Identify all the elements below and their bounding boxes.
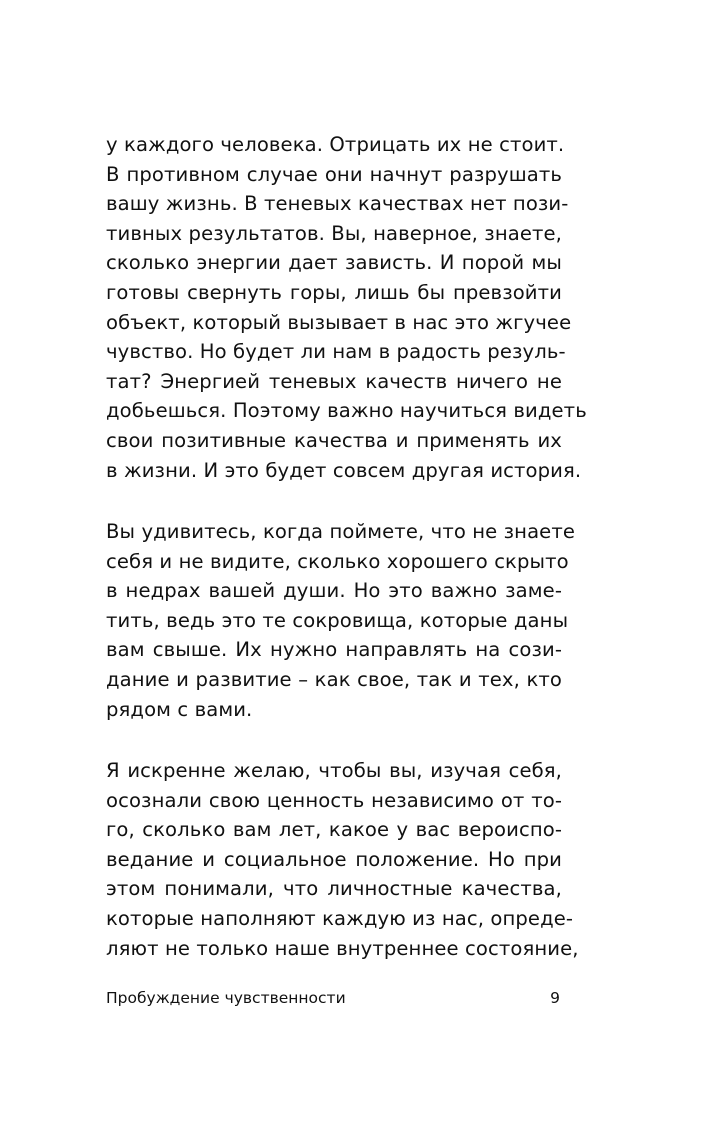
text-line: дание и развитие – как свое, так и тех, кто <box>106 667 562 691</box>
text-line: тивных результатов. Вы, наверное, знаете, <box>106 221 562 245</box>
text-line: готовы свернуть горы, лишь бы превзойти <box>106 280 562 304</box>
text-line: которые наполняют каждую из нас, опреде- <box>106 906 574 930</box>
text-line: сколько энергии дает зависть. И порой мы <box>106 251 562 275</box>
text-line: Я искренне желаю, чтобы вы, изучая себя, <box>106 759 562 782</box>
page-number: 9 <box>550 989 560 1007</box>
text-line: вам свыше. Их нужно направлять на сози- <box>106 638 562 662</box>
text-line: тить, ведь это те сокровища, которые даны <box>106 608 569 632</box>
text-line: В противном случае они начнут разрушать <box>106 162 562 186</box>
text-line: чувство. Но будет ли нам в радость резуль- <box>106 340 566 364</box>
paragraph-1 <box>106 130 587 485</box>
text-line: этом понимали, что личностные качества, <box>106 877 562 901</box>
text-line: тат? Энергией теневых качеств ничего не <box>106 369 562 393</box>
text-line: Вы удивитесь, когда поймете, что не знаете <box>106 520 575 543</box>
text-line: в жизни. И это будет совсем другая история. <box>106 458 582 482</box>
text-line: в недрах вашей души. Но это важно заме- <box>106 579 562 603</box>
text-line: рядом с вами. <box>106 697 253 721</box>
text-line: ведание и социальное положение. Но при <box>106 847 562 871</box>
text-line: осознали свою ценность независимо от то- <box>106 788 562 812</box>
text-line: себя и не видите, сколько хорошего скрыто <box>106 549 569 573</box>
text-line: ляют не только наше внутреннее состояние, <box>106 936 579 960</box>
running-title: Пробуждение чувственности <box>106 989 346 1007</box>
text-line: объект, который вызывает в нас это жгучее <box>106 310 572 334</box>
text-line: вашу жизнь. В теневых качествах нет пози- <box>106 192 569 216</box>
text-line: у каждого человека. Отрицать их не стоит. <box>106 133 565 156</box>
text-line: го, сколько вам лет, какое у вас вероиспо- <box>106 818 562 842</box>
paragraph-2 <box>106 517 575 724</box>
page-footer <box>106 986 562 1010</box>
text-line: добьешься. Поэтому важно научиться видеть <box>106 399 587 423</box>
paragraph-3 <box>106 756 579 963</box>
text-line: свои позитивные качества и применять их <box>106 428 562 452</box>
